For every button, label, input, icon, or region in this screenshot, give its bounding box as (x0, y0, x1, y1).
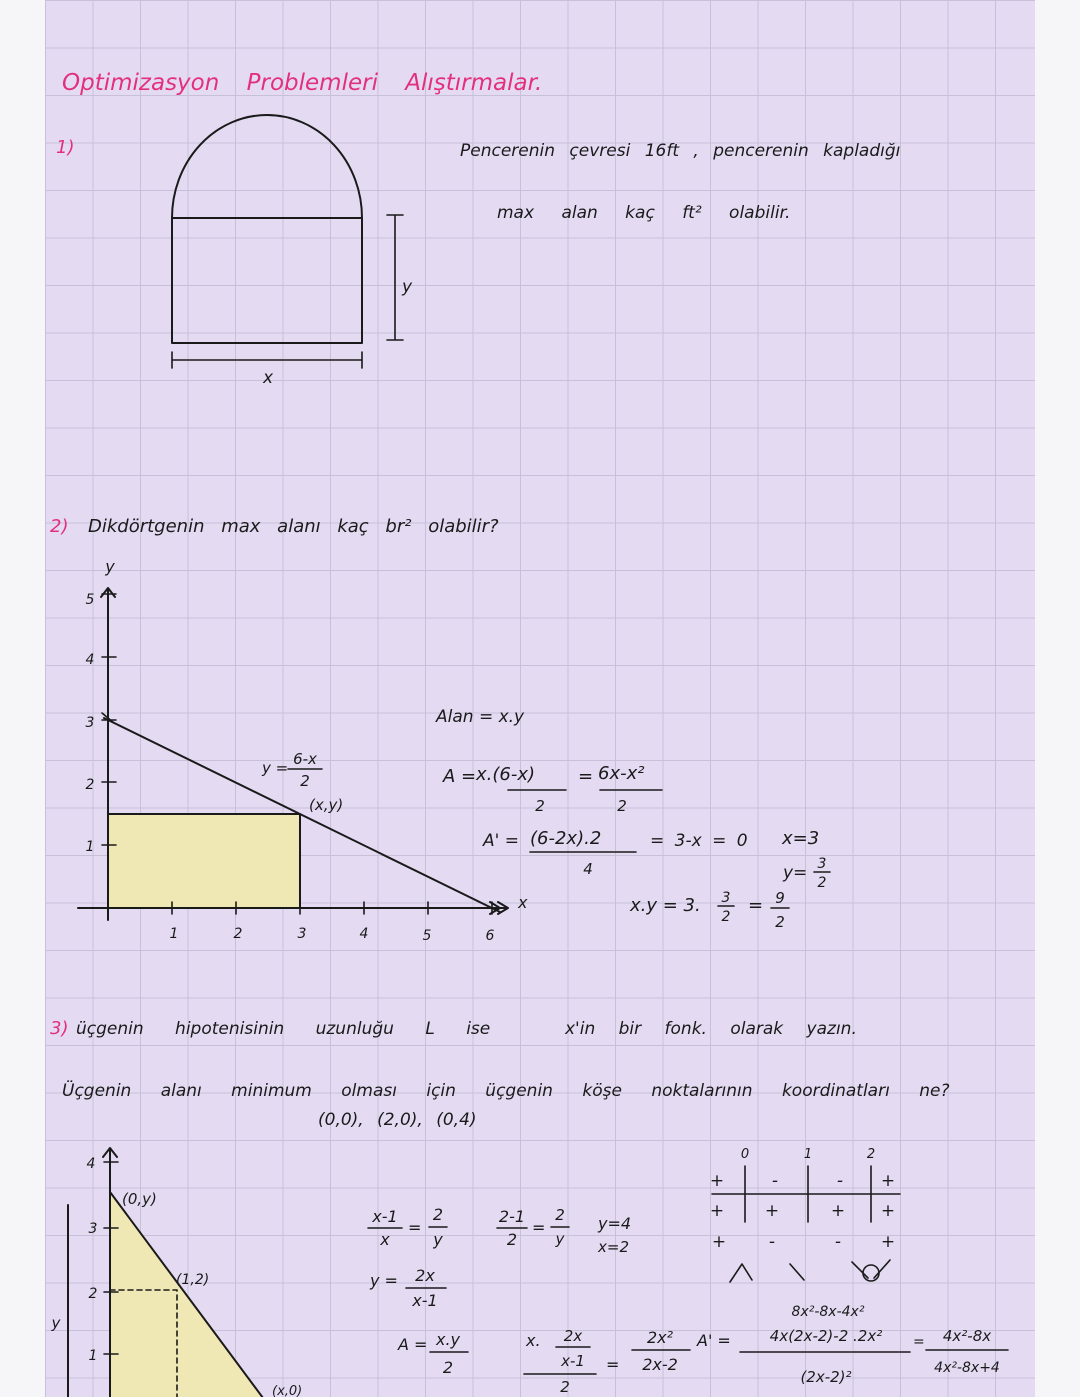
width-label: x (262, 368, 274, 388)
substitution-outer-denominator: 2 (560, 1378, 570, 1396)
window-rectangle (172, 218, 362, 343)
y-value-lhs: y= (783, 863, 808, 883)
x-tick-label: 2 (233, 926, 243, 942)
derivative-denominator: 4 (583, 860, 593, 878)
y-tick-label: 4 (85, 652, 95, 668)
y-tick-label: 3 (85, 715, 95, 731)
derivative-numerator: (6-2x).2 (530, 828, 602, 849)
area-lhs: A = (443, 766, 477, 787)
derivative-numerator: 4x(2x-2)-2 .2x² (769, 1327, 883, 1345)
area-denominator: 2 (535, 797, 545, 815)
page-title: Optimizasyon Problemleri Alıştırmalar. (62, 70, 543, 96)
ratio-numerator: 2-1 (498, 1207, 526, 1226)
problem-question: Dikdörtgenin max alanı kaç br² olabilir? (88, 516, 499, 537)
triangle-graph (51, 1148, 303, 1397)
product-lhs: x.y = 3. (630, 895, 701, 916)
equals-sign: = (748, 895, 764, 916)
equals-sign: = (532, 1218, 546, 1237)
x-intercept-label: (x,0) (272, 1384, 303, 1397)
critical-point-label: 0 (740, 1147, 750, 1162)
y-value-numerator: 3 (817, 856, 827, 872)
vertex-answer: (0,0), (2,0), (0,4) (318, 1110, 477, 1130)
ratio-denominator: x (380, 1230, 390, 1249)
problem-3 (50, 1018, 1008, 1397)
sign: - (836, 1171, 844, 1191)
y-value-denominator: 2 (817, 875, 827, 891)
simplified-area-denominator: 2x-2 (642, 1355, 678, 1374)
substitution-numerator: 2x (563, 1327, 583, 1345)
ratio-numerator: 2 (555, 1206, 565, 1224)
area-numerator: x.(6-x) (476, 764, 536, 785)
sign: + (709, 1201, 725, 1221)
point-label: (1,2) (176, 1272, 210, 1288)
x-tick-label: 4 (359, 926, 369, 942)
side-label: y (51, 1314, 61, 1332)
sign: + (764, 1201, 780, 1221)
simplified-area-numerator: 2x² (646, 1328, 674, 1347)
line-equation-denominator: 2 (300, 772, 310, 790)
window-diagram (172, 115, 413, 388)
equals-sign: = (606, 1355, 620, 1374)
y-tick-label: 1 (85, 839, 95, 855)
y-tick-label: 2 (85, 777, 95, 793)
line-equation-numerator: 6-x (293, 750, 317, 768)
problem-number: 2) (50, 516, 69, 537)
product-numerator: 3 (721, 890, 731, 906)
area-numerator: x.y (435, 1330, 461, 1349)
minimum-marker (863, 1265, 879, 1281)
substitution-denominator: x-1 (561, 1352, 585, 1370)
derivative-denominator: (2x-2)² (800, 1368, 852, 1386)
max-area-rectangle (108, 814, 300, 908)
problem-text-line-2: max alan kaç ft² olabilir. (497, 203, 791, 223)
result-numerator: 9 (775, 889, 785, 907)
y-axis-label: y (105, 557, 115, 576)
problem-text-line-1: Pencerenin çevresi 16ft , pencerenin kapladığı (460, 141, 901, 161)
critical-point-label: 1 (803, 1147, 813, 1162)
y-expression-numerator: 2x (415, 1266, 435, 1285)
substitution-x: x. (526, 1331, 541, 1350)
sign: - (771, 1171, 779, 1191)
equals-sign: = (578, 766, 594, 787)
derivative-lhs: A' = (483, 831, 519, 851)
area-expanded-denominator: 2 (617, 797, 627, 815)
sign: + (880, 1171, 896, 1191)
result-denominator: 2 (775, 913, 785, 931)
x-tick-label: 5 (422, 928, 432, 944)
problem-text-line-1a: üçgenin hipotenisinin uzunluğu L ise (76, 1019, 491, 1039)
problem-number: 1) (56, 137, 75, 158)
area-denominator: 2 (442, 1358, 454, 1377)
equals-sign: = (913, 1334, 925, 1350)
sign: + (830, 1201, 846, 1221)
sign: + (711, 1232, 727, 1252)
product-denominator: 2 (721, 909, 731, 925)
x-axis-label: x (518, 893, 528, 912)
x-tick-label: 1 (169, 926, 179, 942)
y-tick-label: 4 (86, 1156, 96, 1172)
critical-point-label: 2 (866, 1147, 876, 1162)
derivative-scratch: 8x²-8x-4x² (791, 1304, 865, 1320)
x-value: x=3 (782, 828, 820, 849)
equals-sign: = (408, 1218, 422, 1237)
sign: + (880, 1232, 896, 1252)
y-tick-label: 1 (88, 1348, 98, 1364)
sign: - (768, 1232, 776, 1252)
sign-chart-lines (709, 1166, 900, 1222)
corner-point-label: (0,y) (122, 1190, 157, 1208)
problem-1 (56, 115, 900, 388)
x-tick-label: 3 (297, 926, 307, 942)
sign: - (834, 1232, 842, 1252)
width-dimension-line (172, 352, 362, 368)
problem-number: 3) (50, 1018, 69, 1039)
sign: + (880, 1201, 896, 1221)
area-lhs: A = (398, 1335, 428, 1354)
ratio-denominator: 2 (506, 1230, 518, 1249)
derivative-lhs: A' = (697, 1331, 731, 1350)
x-tick-label: 6 (485, 928, 495, 944)
sign-chart (710, 1147, 900, 1282)
area-formula: Alan = x.y (436, 707, 525, 727)
ratio-numerator: x-1 (372, 1207, 398, 1226)
y-tick-label: 2 (88, 1286, 98, 1302)
height-dimension-line (387, 215, 403, 340)
window-semicircle (172, 115, 362, 218)
area-expanded-numerator: 6x-x² (598, 763, 645, 784)
ratio-numerator: 2 (432, 1205, 444, 1224)
problem-text-line-1b: x'in bir fonk. olarak yazın. (565, 1019, 857, 1039)
derivative-rhs: = 3-x = 0 (650, 831, 748, 851)
problem-2-solution (435, 707, 830, 931)
corner-point-label: (x,y) (309, 796, 344, 814)
derivative-result-numerator: 4x²-8x (942, 1327, 992, 1345)
problem-3-work (368, 1205, 1008, 1396)
y-tick-label: 3 (88, 1221, 98, 1237)
height-label: y (402, 277, 413, 297)
sign: + (709, 1171, 725, 1191)
problem-text-line-2: Üçgenin alanı minimum olması için üçgenin köşe noktalarının koordinatları ne? (62, 1081, 950, 1101)
line-equation-lhs: y = (262, 759, 289, 777)
y-expression-lhs: y = (370, 1271, 398, 1290)
ratio-denominator: y (433, 1230, 443, 1249)
rectangle-graph (78, 557, 528, 944)
derivative-result-denominator: 4x²-8x+4 (934, 1360, 1000, 1376)
y-tick-label: 5 (85, 592, 95, 608)
problem-2 (50, 516, 830, 944)
ratio-denominator: y (555, 1230, 565, 1248)
y-expression-denominator: x-1 (412, 1291, 438, 1310)
y-result: y=4 (598, 1214, 632, 1233)
x-result: x=2 (598, 1238, 629, 1256)
